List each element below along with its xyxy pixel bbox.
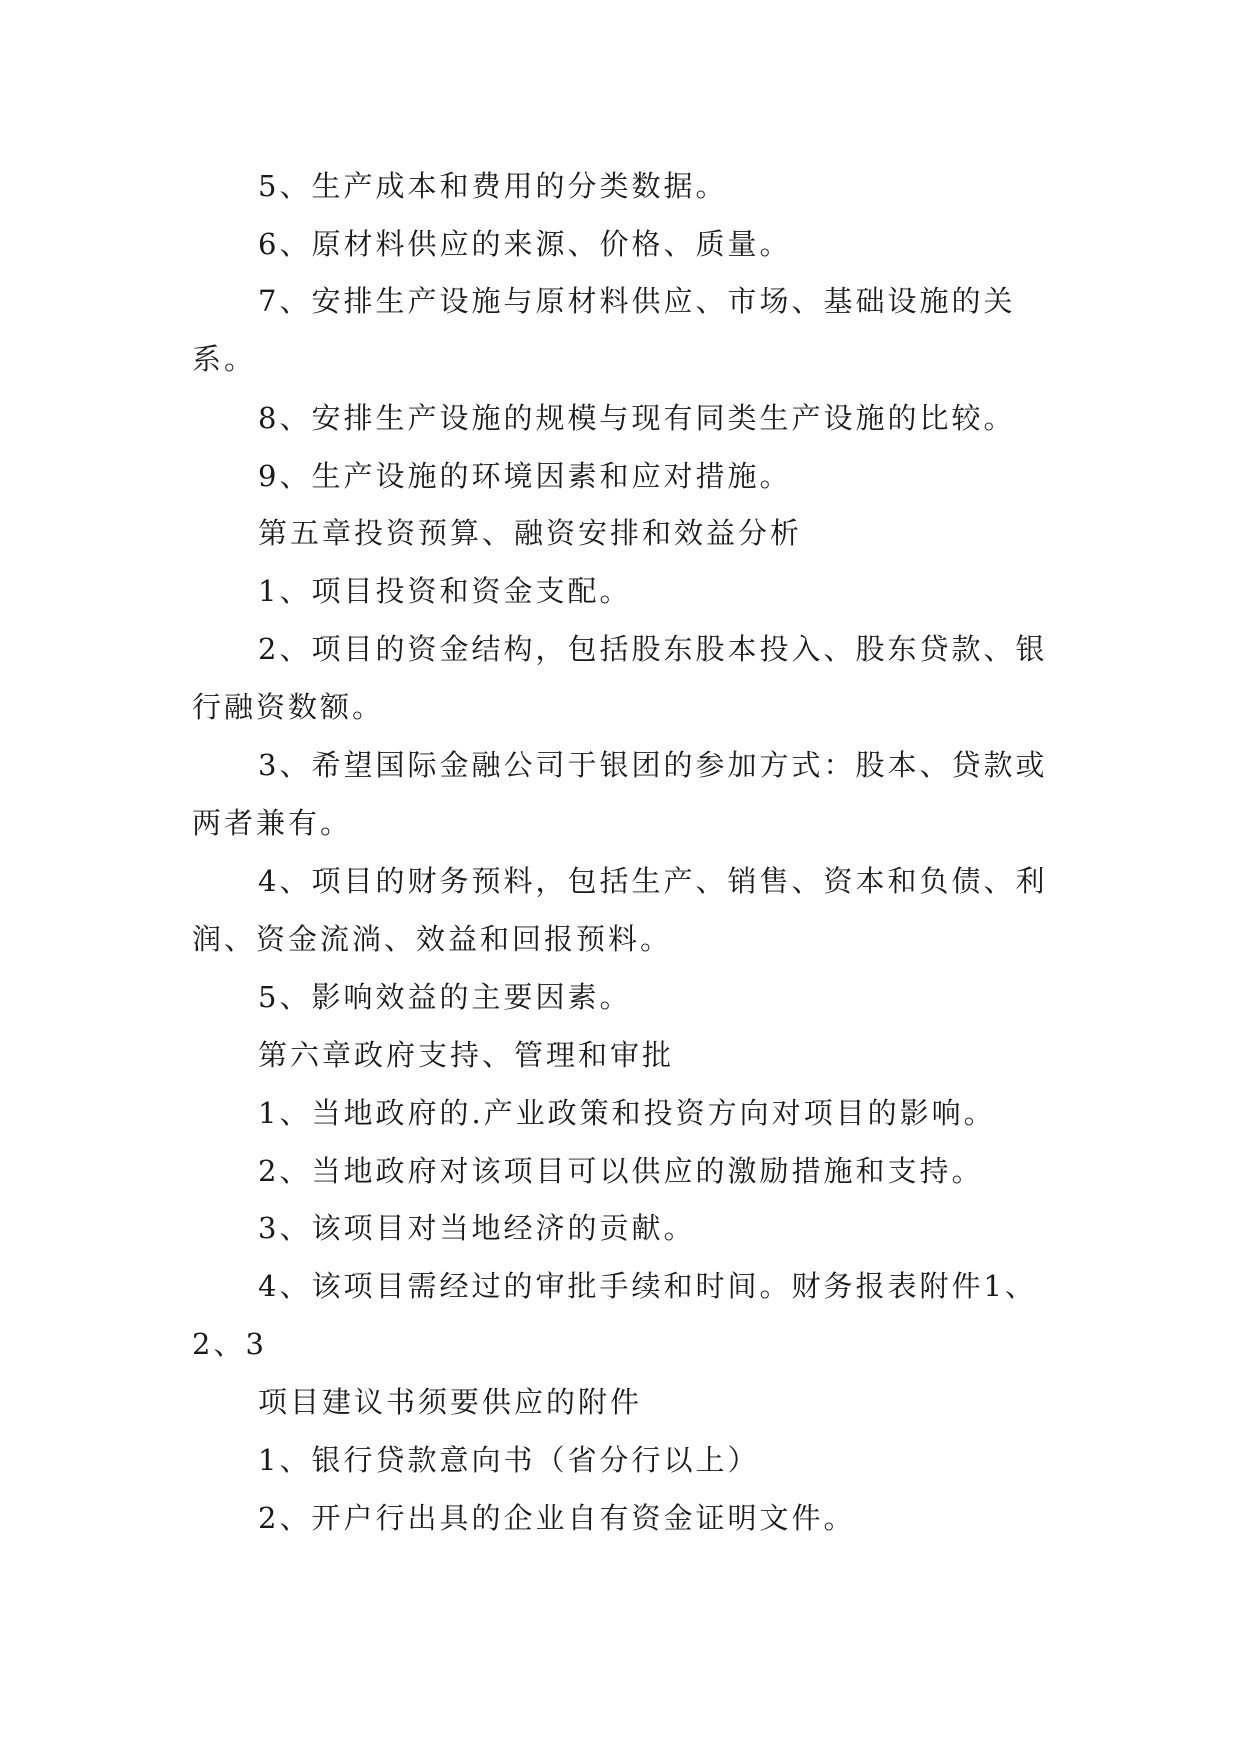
paragraph: 7、安排生产设施与原材料供应、市场、基础设施的关系。 <box>192 284 1016 376</box>
paragraph: 8、安排生产设施的规模与现有同类生产设施的比较。 <box>258 401 1016 435</box>
paragraph: 1、当地政府的.产业政策和投资方向对项目的影响。 <box>258 1096 996 1130</box>
paragraph: 5、生产成本和费用的分类数据。 <box>258 169 728 203</box>
paragraph: 2、开户行出具的企业自有资金证明文件。 <box>258 1501 856 1535</box>
paragraph: 4、该项目需经过的审批手续和时间。财务报表附件1、2、3 <box>192 1269 1037 1361</box>
paragraph: 2、项目的资金结构，包括股东股本投入、股东贷款、银行融资数额。 <box>192 632 1048 724</box>
section-heading: 项目建议书须要供应的附件 <box>258 1385 643 1419</box>
paragraph: 3、希望国际金融公司于银团的参加方式：股本、贷款或两者兼有。 <box>192 748 1048 840</box>
paragraph: 4、项目的财务预料，包括生产、销售、资本和负债、利润、资金流淌、效益和回报预料。 <box>192 864 1048 956</box>
paragraph: 1、银行贷款意向书（省分行以上） <box>258 1443 760 1477</box>
paragraph: 1、项目投资和资金支配。 <box>258 574 632 608</box>
paragraph: 9、生产设施的环境因素和应对措施。 <box>258 459 792 493</box>
paragraph: 6、原材料供应的来源、价格、质量。 <box>258 227 792 261</box>
chapter-heading: 第五章投资预算、融资安排和效益分析 <box>258 516 803 550</box>
chapter-heading: 第六章政府支持、管理和审批 <box>258 1038 675 1072</box>
paragraph: 2、当地政府对该项目可以供应的激励措施和支持。 <box>258 1154 984 1188</box>
paragraph: 5、影响效益的主要因素。 <box>258 980 632 1014</box>
paragraph: 3、该项目对当地经济的贡献。 <box>258 1211 696 1245</box>
